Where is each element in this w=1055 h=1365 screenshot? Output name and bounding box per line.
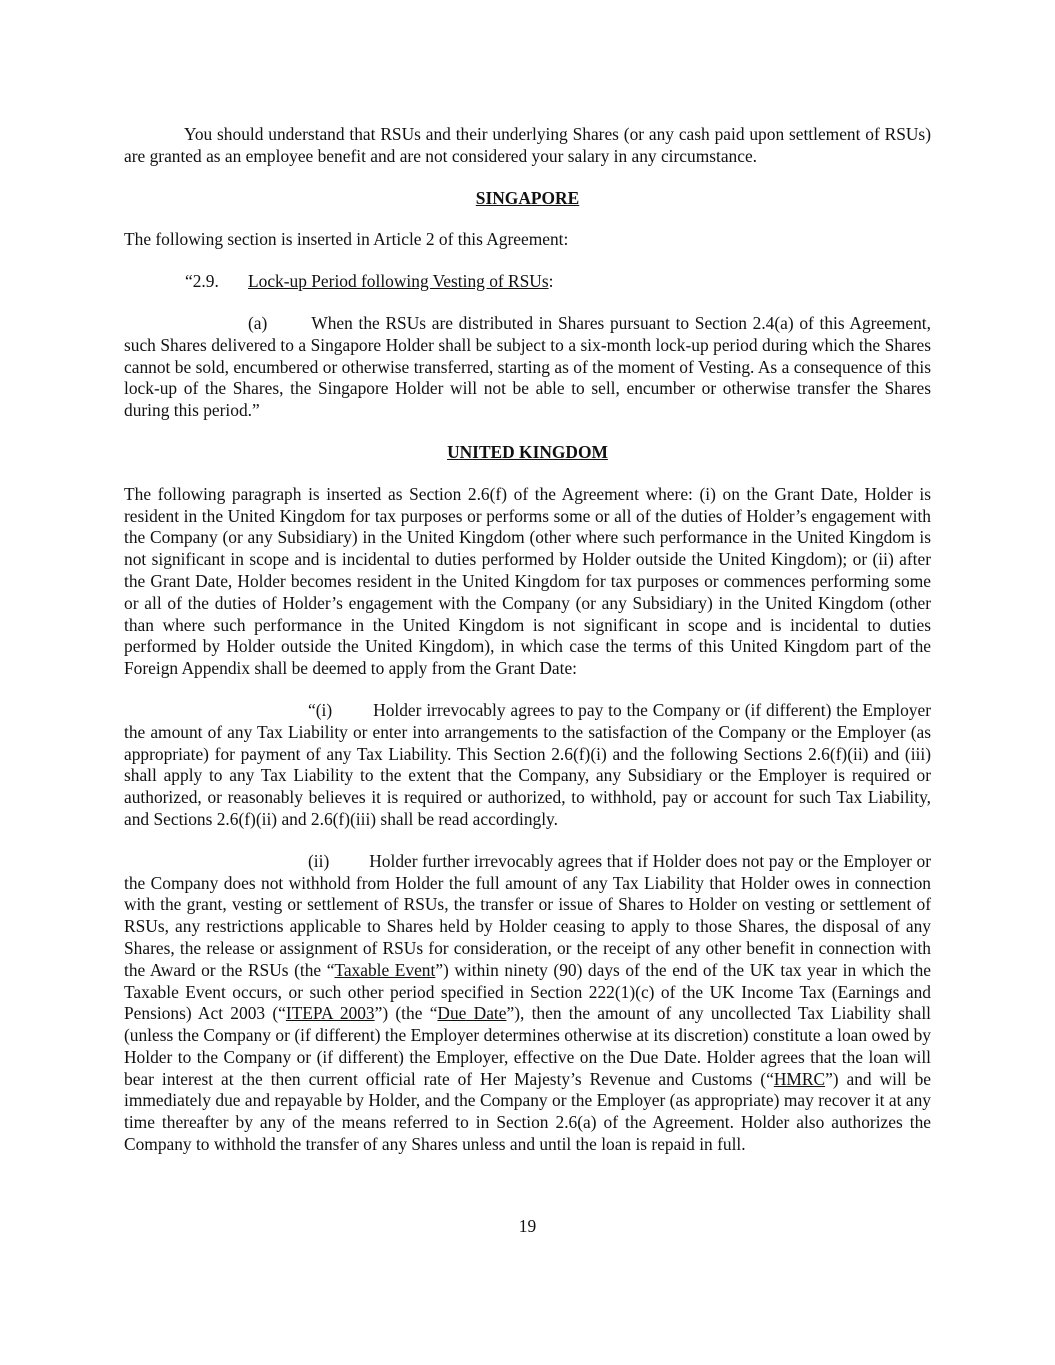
page-number: 19: [518, 1216, 537, 1236]
clause-a-text: When the RSUs are distributed in Shares pursuant to Section 2.4(a) of this Agreement, such Shares delivered to a Singapore Holder shall be subject to a six-month lock-up period during which the Shares cannot be sold, encumbered or otherwise transferred, starting as of the moment of Vesting. As a consequence of this lock-up of the Shares, the Singapore Holder will not be able to sell, encumber or otherwise transfer the Shares during this period.”: [124, 312, 931, 421]
singapore-clause-a: [124, 313, 931, 422]
clause-ii-label: (ii): [308, 850, 330, 871]
uk-heading: UNITED KINGDOM: [447, 441, 608, 462]
clause-a-label: (a): [248, 312, 268, 333]
section-title: Lock-up Period following Vesting of RSUs: [248, 271, 549, 292]
clause-i-text: Holder irrevocably agrees to pay to the Company or (if different) the Employer the amount of any Tax Liability or enter into arrangements to the satisfaction of the Company or the Employer (as appropriate) for payment of any Tax Liability. This Section 2.6(f)(i) and the following Sections 2.6(f)(ii) and (iii) shall apply to any Tax Liability to the extent that the Company, any Subsidiary or the Employer is required or authorized, or reasonably believes it is required or authorized, to withhold, pay or account for such Tax Liability, and Sections 2.6(f)(ii) and 2.6(f)(iii) shall be read accordingly.: [124, 699, 931, 829]
intro-paragraph: You should understand that RSUs and their underlying Shares (or any cash paid upon settlement of RSUs) are granted as an employee benefit and are not considered your salary in any circumstance.: [124, 124, 931, 166]
clause-ii-text-4: ”), then the amount of any uncollected Tax Liability shall (unless the Company or (if different) the Employer determines otherwise at its discretion) constitute a loan owed by Holder to the Company or (if different) the Employer, effective on the Due Date. Holder agrees that the loan will bear interest at the then current official rate of Her Majesty’s Revenue and Customs (“: [124, 1003, 932, 1089]
uk-clause-i: [124, 700, 931, 831]
term-itepa: ITEPA 2003: [285, 1003, 375, 1024]
singapore-heading: SINGAPORE: [475, 187, 580, 208]
clause-ii-text-3: ”) (the “: [374, 1003, 438, 1024]
term-hmrc: HMRC: [773, 1068, 826, 1089]
clause-i-label: “(i): [308, 699, 333, 720]
clause-ii-text-2: ”) within ninety (90) days of the end of the UK tax year in which the Taxable Event occurs, or such other period specified in Section 222(1)(c) of the UK Income Tax (Earnings and Pensions) Act 2003 (“: [124, 959, 932, 1024]
section-number: “2.9.: [185, 271, 219, 292]
uk-intro: The following paragraph is inserted as Section 2.6(f) of the Agreement where: (i) on the Grant Date, Holder is resident in the United Kingdom for tax purposes or performs some or all of the duties of Holder’s engagement with the Company (or any Subsidiary) in the United Kingdom (other where such performance in the United Kingdom is not significant in scope and is incidental to duties performed by Holder outside the United Kingdom); or (ii) after the Grant Date, Holder becomes resident in the United Kingdom for tax purposes or commences performing some or all of the duties of Holder’s engagement with the Company (or any Subsidiary) in the United Kingdom (other than where such performance in the United Kingdom is not significant in scope and is incidental to duties performed by Holder outside the United Kingdom), in which case the terms of this United Kingdom part of the Foreign Appendix shall be deemed to apply from the Grant Date:: [124, 483, 931, 679]
singapore-intro: The following section is inserted in Article 2 of this Agreement:: [124, 229, 569, 250]
clause-ii-text-5: ”) and will be immediately due and repayable by Holder, and the Company or the Employer (as appropriate) may recover it at any time thereafter by any of the means referred to in Section 2.6(a) of the Agreement. Holder also authorizes the Company to withhold the transfer of any Shares unless and until the loan is repaid in full.: [124, 1068, 931, 1155]
section-title-suffix: :: [548, 271, 554, 292]
section-2-9-title-line: [124, 271, 931, 293]
clause-ii-text-1: Holder further irrevocably agrees that if Holder does not pay or the Employer or the Company does not withhold from Holder the full amount of any Tax Liability that Holder owes in connection with the grant, vesting or settlement of RSUs, the transfer or issue of Shares to Holder on vesting or settlement of RSUs, any restrictions applicable to Shares held by Holder ceasing to apply to those Shares, the disposal of any Shares, the release or assignment of RSUs for consideration, or the receipt of any other benefit in connection with the Award or the RSUs (the “: [124, 850, 931, 980]
term-taxable-event: Taxable Event: [334, 959, 436, 980]
document-page: [124, 124, 931, 1156]
term-due-date: Due Date: [437, 1003, 507, 1024]
uk-clause-ii: [124, 851, 931, 1156]
